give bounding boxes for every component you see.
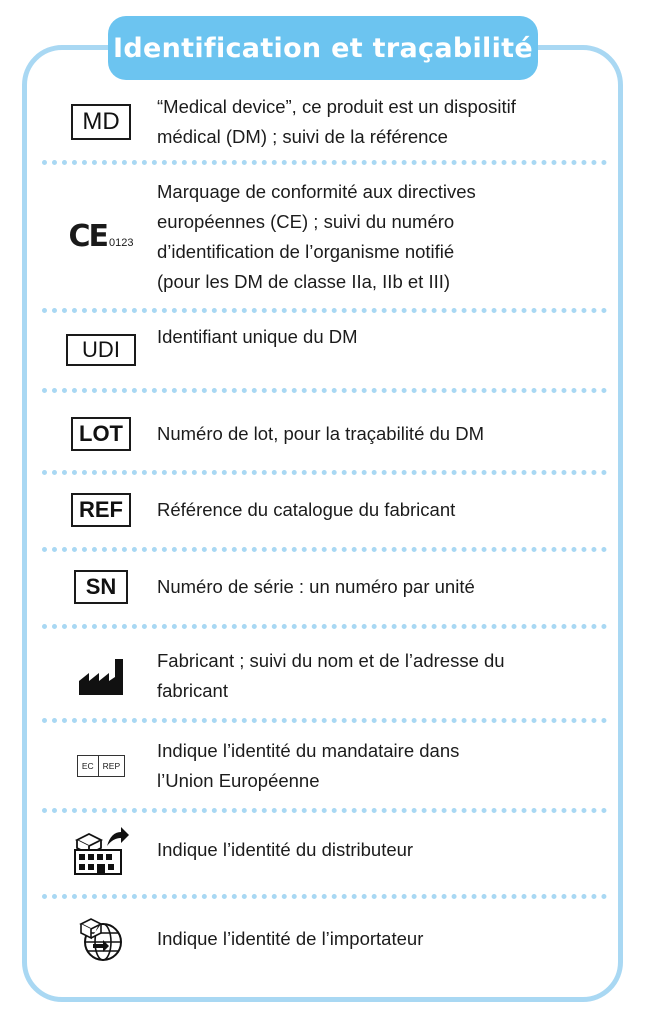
factory-icon xyxy=(77,655,125,697)
ec-rep-symbol: EC REP xyxy=(77,755,125,777)
list-item-lot xyxy=(45,402,610,466)
udi-symbol: UDI xyxy=(66,334,136,366)
list-item-udi xyxy=(45,322,610,378)
item-description: Indique l’identité de l’importateur xyxy=(157,928,424,949)
list-item-distributor xyxy=(45,818,610,882)
list-item-sn xyxy=(45,557,610,617)
divider xyxy=(42,308,607,313)
udi-icon xyxy=(45,334,157,366)
importer-icon xyxy=(45,914,157,964)
title-banner xyxy=(108,16,538,80)
page-title: Identification et traçabilité xyxy=(113,32,533,64)
divider xyxy=(42,547,607,552)
sn-icon xyxy=(45,570,157,604)
building-arrow-icon xyxy=(71,824,131,876)
lot-icon xyxy=(45,417,157,451)
ref-icon xyxy=(45,493,157,527)
divider xyxy=(42,470,607,475)
list-item-ref xyxy=(45,480,610,540)
item-description: Numéro de série : un numéro par unité xyxy=(157,576,475,597)
globe-box-icon xyxy=(73,914,129,964)
divider xyxy=(42,718,607,723)
item-description: Indique l’identité du distributeur xyxy=(157,839,414,860)
ec-rep-icon xyxy=(45,755,157,777)
list-item-importer xyxy=(45,908,610,970)
manufacturer-icon xyxy=(45,655,157,697)
list-item-manufacturer xyxy=(45,640,610,712)
md-icon xyxy=(45,104,157,140)
item-description: Référence du catalogue du fabricant xyxy=(157,499,456,520)
ce-mark-icon xyxy=(45,219,157,254)
lot-symbol: LOT xyxy=(71,417,131,451)
md-symbol: MD xyxy=(71,104,131,140)
divider xyxy=(42,160,607,165)
item-description: “Medical device”, ce produit est un dispositif médical (DM) ; suivi de la référence xyxy=(157,96,516,147)
list-item-ec-rep xyxy=(45,732,610,800)
divider xyxy=(42,388,607,393)
list-item-ce xyxy=(45,174,610,300)
divider xyxy=(42,808,607,813)
notified-body-number: 0123 xyxy=(109,237,134,249)
item-description: Numéro de lot, pour la traçabilité du DM xyxy=(157,423,484,444)
item-description: Marquage de conformité aux directives européennes (CE) ; suivi du numéro d’identification de l’organisme notifié (pour les DM de classe IIa, IIb et III) xyxy=(157,181,476,292)
item-description: Identifiant unique du DM xyxy=(157,326,358,347)
list-item-md xyxy=(45,90,610,154)
item-description: Fabricant ; suivi du nom et de l’adresse du fabricant xyxy=(157,650,505,701)
item-description: Indique l’identité du mandataire dans l’Union Européenne xyxy=(157,740,460,791)
ref-symbol: REF xyxy=(71,493,131,527)
distributor-icon xyxy=(45,824,157,876)
ce-symbol: CE xyxy=(68,219,108,254)
divider xyxy=(42,624,607,629)
sn-symbol: SN xyxy=(74,570,128,604)
divider xyxy=(42,894,607,899)
